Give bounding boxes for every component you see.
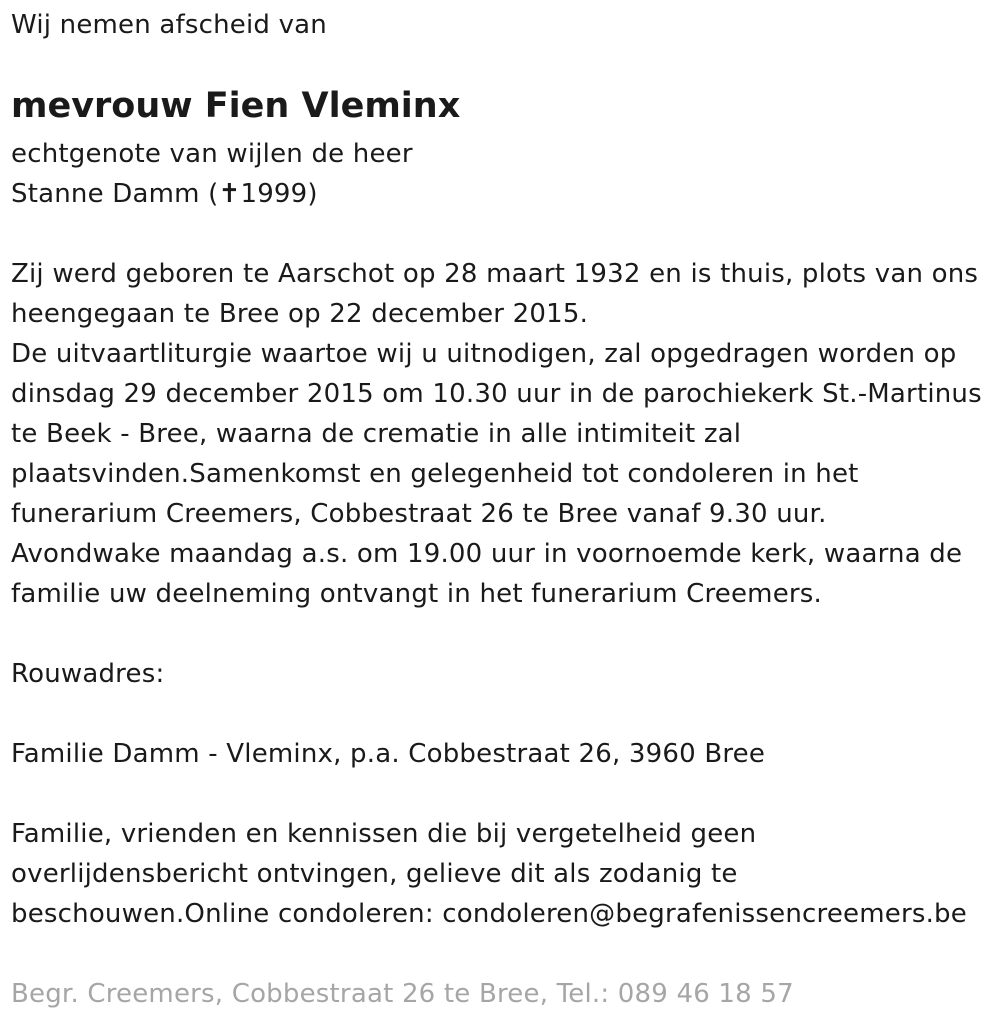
body-line: De uitvaartliturgie waartoe wij u uitnodigen, zal opgedragen worden op [11,339,957,369]
intro-text: Wij nemen afscheid van [11,10,327,40]
note-line: overlijdensbericht ontvingen, gelieve dit als zodanig te [11,859,738,889]
body-line: plaatsvinden.Samenkomst en gelegenheid tot condoleren in het [11,459,859,489]
body-line: heengegaan te Bree op 22 december 2015. [11,299,589,329]
deceased-name: mevrouw Fien Vleminx [11,86,461,126]
relation-block [11,134,413,214]
note-line: beschouwen.Online condoleren: condoleren@begrafenissencreemers.be [11,899,967,929]
body-line: te Beek - Bree, waarna de crematie in alle intimiteit zal [11,419,742,449]
address-label: Rouwadres: [11,659,165,689]
note-line: Familie, vrienden en kennissen die bij vergetelheid geen [11,819,757,849]
body-line: familie uw deelneming ontvangt in het funerarium Creemers. [11,579,822,609]
relation-line: Stanne Damm (✝1999) [11,179,318,209]
body-line: funerarium Creemers, Cobbestraat 26 te Bree vanaf 9.30 uur. [11,499,827,529]
condolence-note [11,814,967,934]
mourning-address: Familie Damm - Vleminx, p.a. Cobbestraat 26, 3960 Bree [11,739,766,769]
body-line: Avondwake maandag a.s. om 19.00 uur in voornoemde kerk, waarna de [11,539,963,569]
body-line: Zij werd geboren te Aarschot op 28 maart 1932 en is thuis, plots van ons [11,259,979,289]
body-line: dinsdag 29 december 2015 om 10.30 uur in de parochiekerk St.-Martinus [11,379,982,409]
notice-body [11,254,982,614]
relation-line: echtgenote van wijlen de heer [11,139,413,169]
funeral-home-footer: Begr. Creemers, Cobbestraat 26 te Bree, Tel.: 089 46 18 57 [11,979,794,1009]
